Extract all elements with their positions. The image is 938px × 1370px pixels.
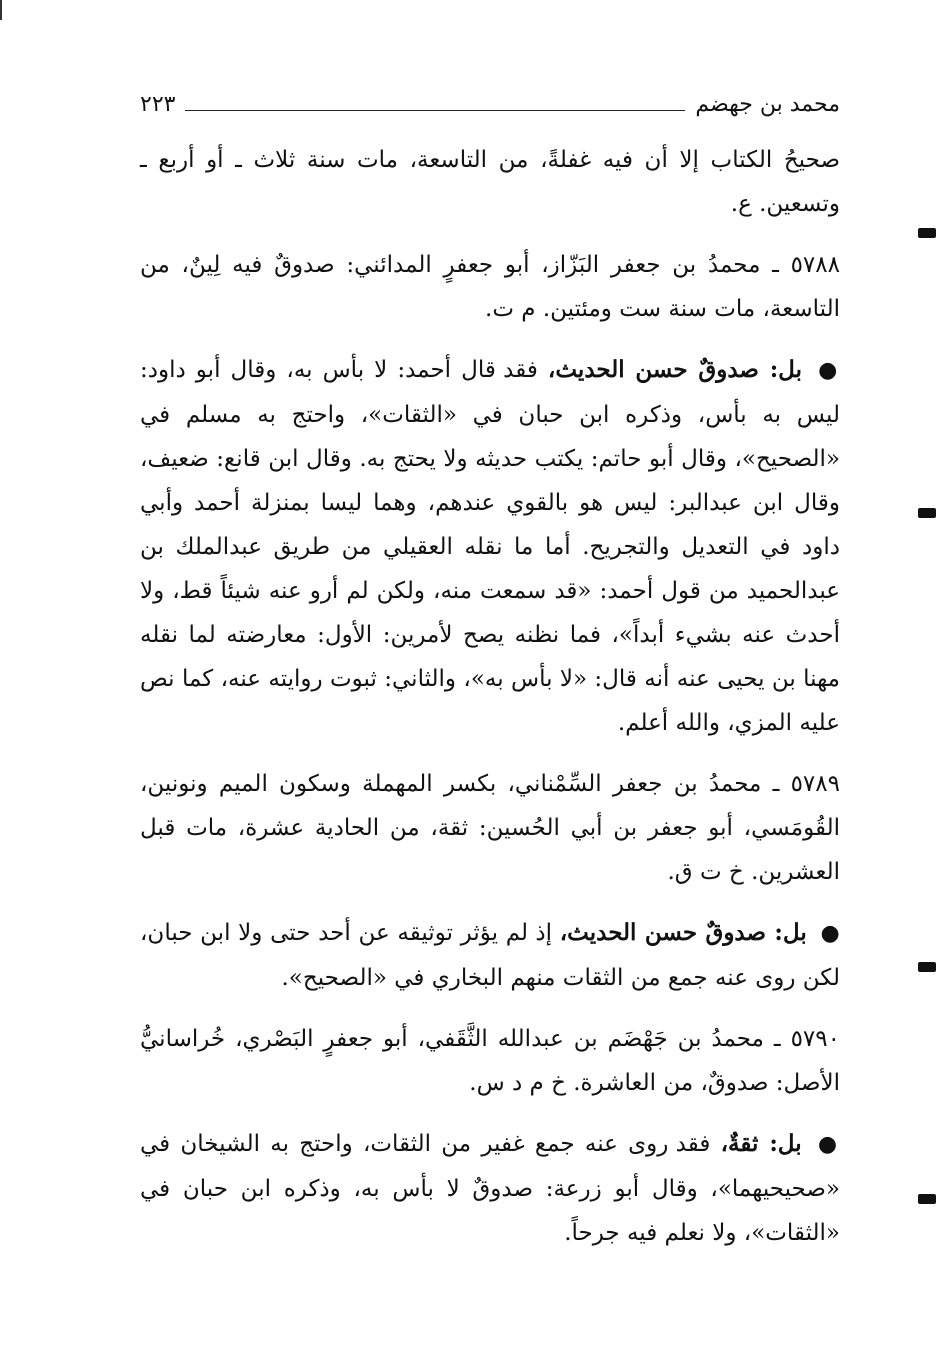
page-header (140, 84, 840, 124)
page-body (140, 138, 840, 1272)
comment-5789 (140, 911, 840, 1000)
page-number: ٢٢٣ (140, 91, 176, 117)
scan-edge-line (0, 0, 2, 20)
page-edge-mark (918, 962, 936, 972)
bullet-icon: ● (817, 1132, 841, 1157)
entry-text: ٥٧٨٩ ـ محمدُ بن جعفر السِّمْناني، بكسر المهملة وسكون الميم ونونين، القُومَسي، أبو جعفر بن أبي الحُسين: ثقة، من الحادية عشرة، مات قبل العشرين. خ ت ق. (140, 771, 840, 885)
comment-text: فقد روى عنه جمع غفير من الثقات، واحتج به الشيخان في «صحيحيهما»، وقال أبو زرعة: صدوقٌ لا بأس به، وذكره ابن حبان في «الثقات»، ولا نعلم فيه جرحاً. (140, 1131, 840, 1246)
comment-lead: بل: ثقةٌ، (720, 1130, 802, 1157)
comment-5788 (140, 348, 840, 745)
entry-5788 (140, 243, 840, 331)
entry-5789 (140, 762, 840, 894)
comment-text: فقد قال أحمد: لا بأس به، وقال أبو داود: ليس به بأس، وذكره ابن حبان في «الثقات»، واحتج به مسلم في «الصحيح»، وقال أبو حاتم: يكتب حديثه ولا يحتج به. وقال ابن قانع: ضعيف، وقال ابن عبدالبر: ليس هو بالقوي عندهم، وهما ليسا بمنزلة أحمد وأبي داود في التعديل والتجريح. أما ما نقله العقيلي من طريق عبدالملك بن عبدالحميد من قول أحمد: «قد سمعت منه، ولكن لم أرو عنه شيئاً قط، ولا أحدث عنه بشيء أبداً»، فما نظنه يصح لأمرين: الأول: معارضته لما نقله مهنا بن يحيى عنه أنه قال: «لا بأس به»، والثاني: ثبوت روايته عنه، كما نص عليه المزي، والله أعلم. (140, 357, 840, 736)
comment-lead: بل: صدوقٌ حسن الحديث، (559, 919, 807, 946)
bullet-icon: ● (818, 358, 841, 383)
comment-5790 (140, 1122, 840, 1255)
page-edge-mark (918, 1194, 936, 1204)
header-rule (185, 110, 685, 111)
page-edge-mark (918, 508, 936, 518)
page-edge-mark (918, 228, 936, 238)
entry-text: ٥٧٩٠ ـ محمدُ بن جَهْضَم بن عبدالله الثَّقَفي، أبو جعفرٍ البَصْري، خُراسانيُّ الأصل: صدوقٌ، من العاشرة. خ م د س. (140, 1026, 840, 1096)
entry-continuation (140, 138, 840, 226)
comment-lead: بل: صدوقٌ حسن الحديث، (547, 356, 802, 383)
bullet-icon: ● (820, 921, 841, 946)
entry-text: ٥٧٨٨ ـ محمدُ بن جعفر البَزّاز، أبو جعفرٍ المدائني: صدوقٌ فيه لِينٌ، من التاسعة، مات سنة ست ومئتين. م ت. (140, 252, 840, 322)
running-title: محمد بن جهضم (695, 91, 840, 117)
entry-text: صحيحُ الكتاب إلا أن فيه غفلةً، من التاسعة، مات سنة ثلاث ـ أو أربع ـ وتسعين. ع. (140, 147, 840, 217)
comment-text: إذ لم يؤثر توثيقه عن أحد حتى ولا ابن حبان، لكن روى عنه جمع من الثقات منهم البخاري في «الصحيح». (140, 920, 840, 991)
entry-5790 (140, 1017, 840, 1105)
